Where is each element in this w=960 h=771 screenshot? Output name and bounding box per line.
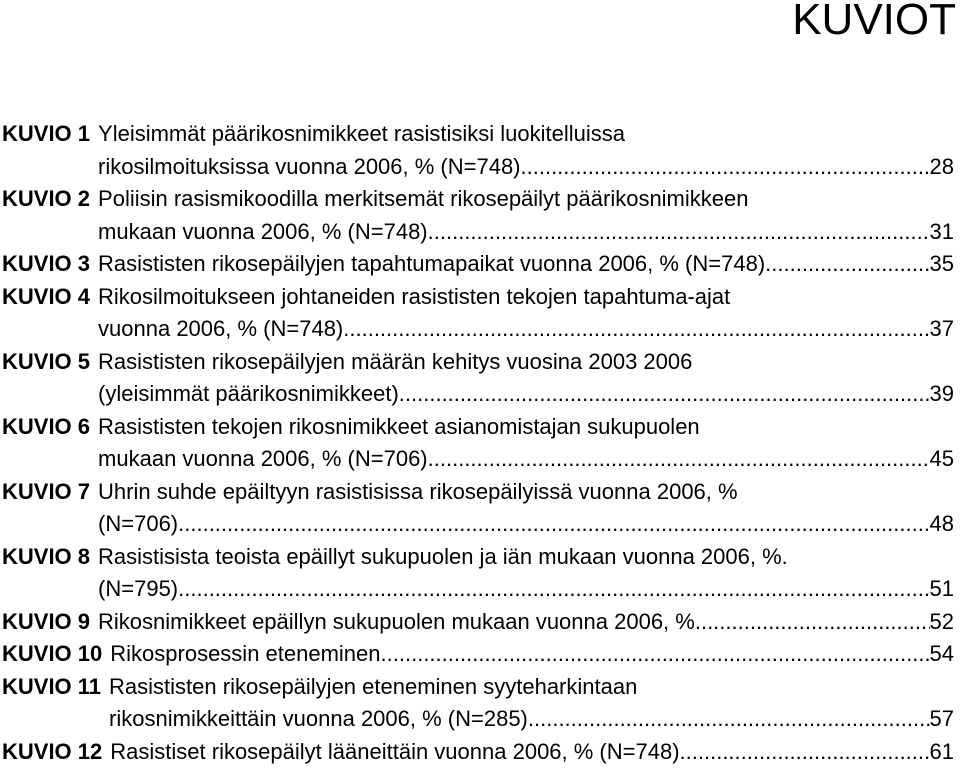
toc-entry[interactable] — [2, 411, 954, 476]
dot-leader — [686, 736, 930, 769]
caption-last-line — [98, 443, 954, 476]
caption-line: Rikosilmoitukseen johtaneiden rasististen tekojen tapahtuma-ajat — [98, 283, 731, 309]
toc-entry[interactable] — [2, 281, 954, 346]
toc-entry[interactable] — [2, 736, 954, 769]
page-number: 61 — [929, 738, 954, 764]
page-number: 37 — [929, 316, 954, 341]
toc-entry[interactable] — [2, 541, 954, 606]
page-number: 28 — [929, 153, 954, 179]
caption-last-line — [109, 703, 954, 736]
caption-last-line — [98, 508, 954, 541]
figure-number: KUVIO 10 — [2, 641, 103, 666]
figure-number: KUVIO 6 — [2, 413, 91, 439]
caption-last-line — [98, 248, 954, 281]
dot-leader — [434, 443, 930, 476]
caption-line: Rikosprosessin eteneminen — [110, 641, 381, 666]
page-number: 35 — [929, 251, 954, 276]
dot-leader — [771, 248, 929, 281]
dot-leader — [349, 313, 929, 346]
caption-last-line — [98, 151, 954, 184]
figure-number: KUVIO 4 — [2, 283, 91, 309]
toc-entry[interactable] — [2, 248, 954, 281]
toc-entry[interactable] — [2, 638, 954, 671]
figure-caption — [98, 346, 954, 411]
figure-caption — [98, 118, 954, 183]
figure-number: KUVIO 9 — [2, 608, 91, 634]
caption-line: Rasistisista teoista epäillyt sukupuolen ja iän mukaan vuonna 2006, %. — [98, 543, 788, 569]
caption-line: rikosnimikkeittäin vuonna 2006, % (N=285). — [109, 706, 534, 731]
page-number: 54 — [929, 641, 954, 666]
figure-caption — [110, 638, 954, 671]
figure-number: KUVIO 1 — [2, 121, 91, 146]
dot-leader — [534, 703, 930, 736]
page-number: 57 — [929, 706, 954, 731]
dot-leader — [405, 378, 930, 411]
toc-entry[interactable] — [2, 183, 954, 248]
figure-caption — [98, 183, 954, 248]
figure-caption — [98, 281, 954, 346]
caption-line: (yleisimmät päärikosnimikkeet). — [98, 381, 405, 406]
figure-caption — [98, 541, 954, 606]
caption-line: (N=795). — [98, 576, 185, 601]
toc-entry[interactable] — [2, 346, 954, 411]
caption-line: Rasististen rikosepäilyjen määrän kehitys vuosina 2003 2006 — [98, 348, 693, 374]
page-number: 48 — [929, 511, 954, 536]
page-title: KUVIOT — [792, 0, 956, 44]
caption-line: (N=706). — [98, 511, 185, 536]
caption-line: Rasististen tekojen rikosnimikkeet asianomistajan sukupuolen — [98, 413, 700, 439]
caption-line: Uhrin suhde epäiltyyn rasistisissa rikosepäilyissä vuonna 2006, % — [98, 478, 738, 504]
caption-last-line — [98, 378, 954, 411]
caption-line: rikosilmoituksissa vuonna 2006, % (N=748). — [98, 153, 527, 179]
caption-last-line — [98, 216, 954, 249]
caption-last-line — [110, 736, 954, 769]
figure-caption — [110, 736, 954, 769]
caption-line: Rikosnimikkeet epäillyn sukupuolen mukaan vuonna 2006, %. — [98, 608, 701, 634]
figure-number: KUVIO 5 — [2, 348, 91, 374]
figure-number: KUVIO 7 — [2, 478, 91, 504]
caption-line: mukaan vuonna 2006, % (N=748). — [98, 218, 434, 244]
toc-entry[interactable] — [2, 476, 954, 541]
caption-line: Yleisimmät päärikosnimikkeet rasistisiksi luokitelluissa — [98, 121, 625, 146]
figure-number: KUVIO 11 — [2, 673, 102, 699]
caption-last-line — [98, 606, 954, 639]
figure-caption — [98, 248, 954, 281]
page-number: 31 — [929, 218, 954, 244]
page-number: 52 — [929, 608, 954, 634]
figure-number: KUVIO 3 — [2, 251, 91, 276]
page-number: 45 — [929, 446, 954, 471]
toc-entry[interactable] — [2, 118, 954, 183]
dot-leader — [434, 216, 930, 249]
toc-entry[interactable] — [2, 606, 954, 639]
figure-number: KUVIO 12 — [2, 738, 103, 764]
caption-line: Rasististen rikosepäilyjen eteneminen syyteharkintaan — [109, 673, 638, 699]
dot-leader — [184, 508, 929, 541]
figure-caption — [98, 606, 954, 639]
caption-line: mukaan vuonna 2006, % (N=706). — [98, 446, 434, 471]
caption-line: Rasistiset rikosepäilyt lääneittäin vuonna 2006, % (N=748). — [110, 738, 686, 764]
dot-leader — [381, 638, 930, 671]
page-number: 51 — [929, 576, 954, 601]
dot-leader — [527, 151, 930, 184]
caption-last-line — [110, 638, 954, 671]
dot-leader — [184, 573, 929, 606]
figure-caption — [98, 411, 954, 476]
caption-line: Poliisin rasismikoodilla merkitsemät rikosepäilyt päärikosnimikkeen — [98, 186, 749, 211]
figure-list — [2, 118, 954, 768]
caption-line: vuonna 2006, % (N=748). — [98, 316, 350, 341]
page-number: 39 — [929, 381, 954, 406]
caption-line: Rasististen rikosepäilyjen tapahtumapaikat vuonna 2006, % (N=748). — [98, 251, 772, 276]
caption-last-line — [98, 313, 954, 346]
dot-leader — [701, 606, 930, 639]
caption-last-line — [98, 573, 954, 606]
figure-number: KUVIO 2 — [2, 186, 91, 211]
toc-entry[interactable] — [2, 671, 954, 736]
figure-caption — [98, 476, 954, 541]
figure-number: KUVIO 8 — [2, 543, 91, 569]
figure-caption — [109, 671, 954, 736]
